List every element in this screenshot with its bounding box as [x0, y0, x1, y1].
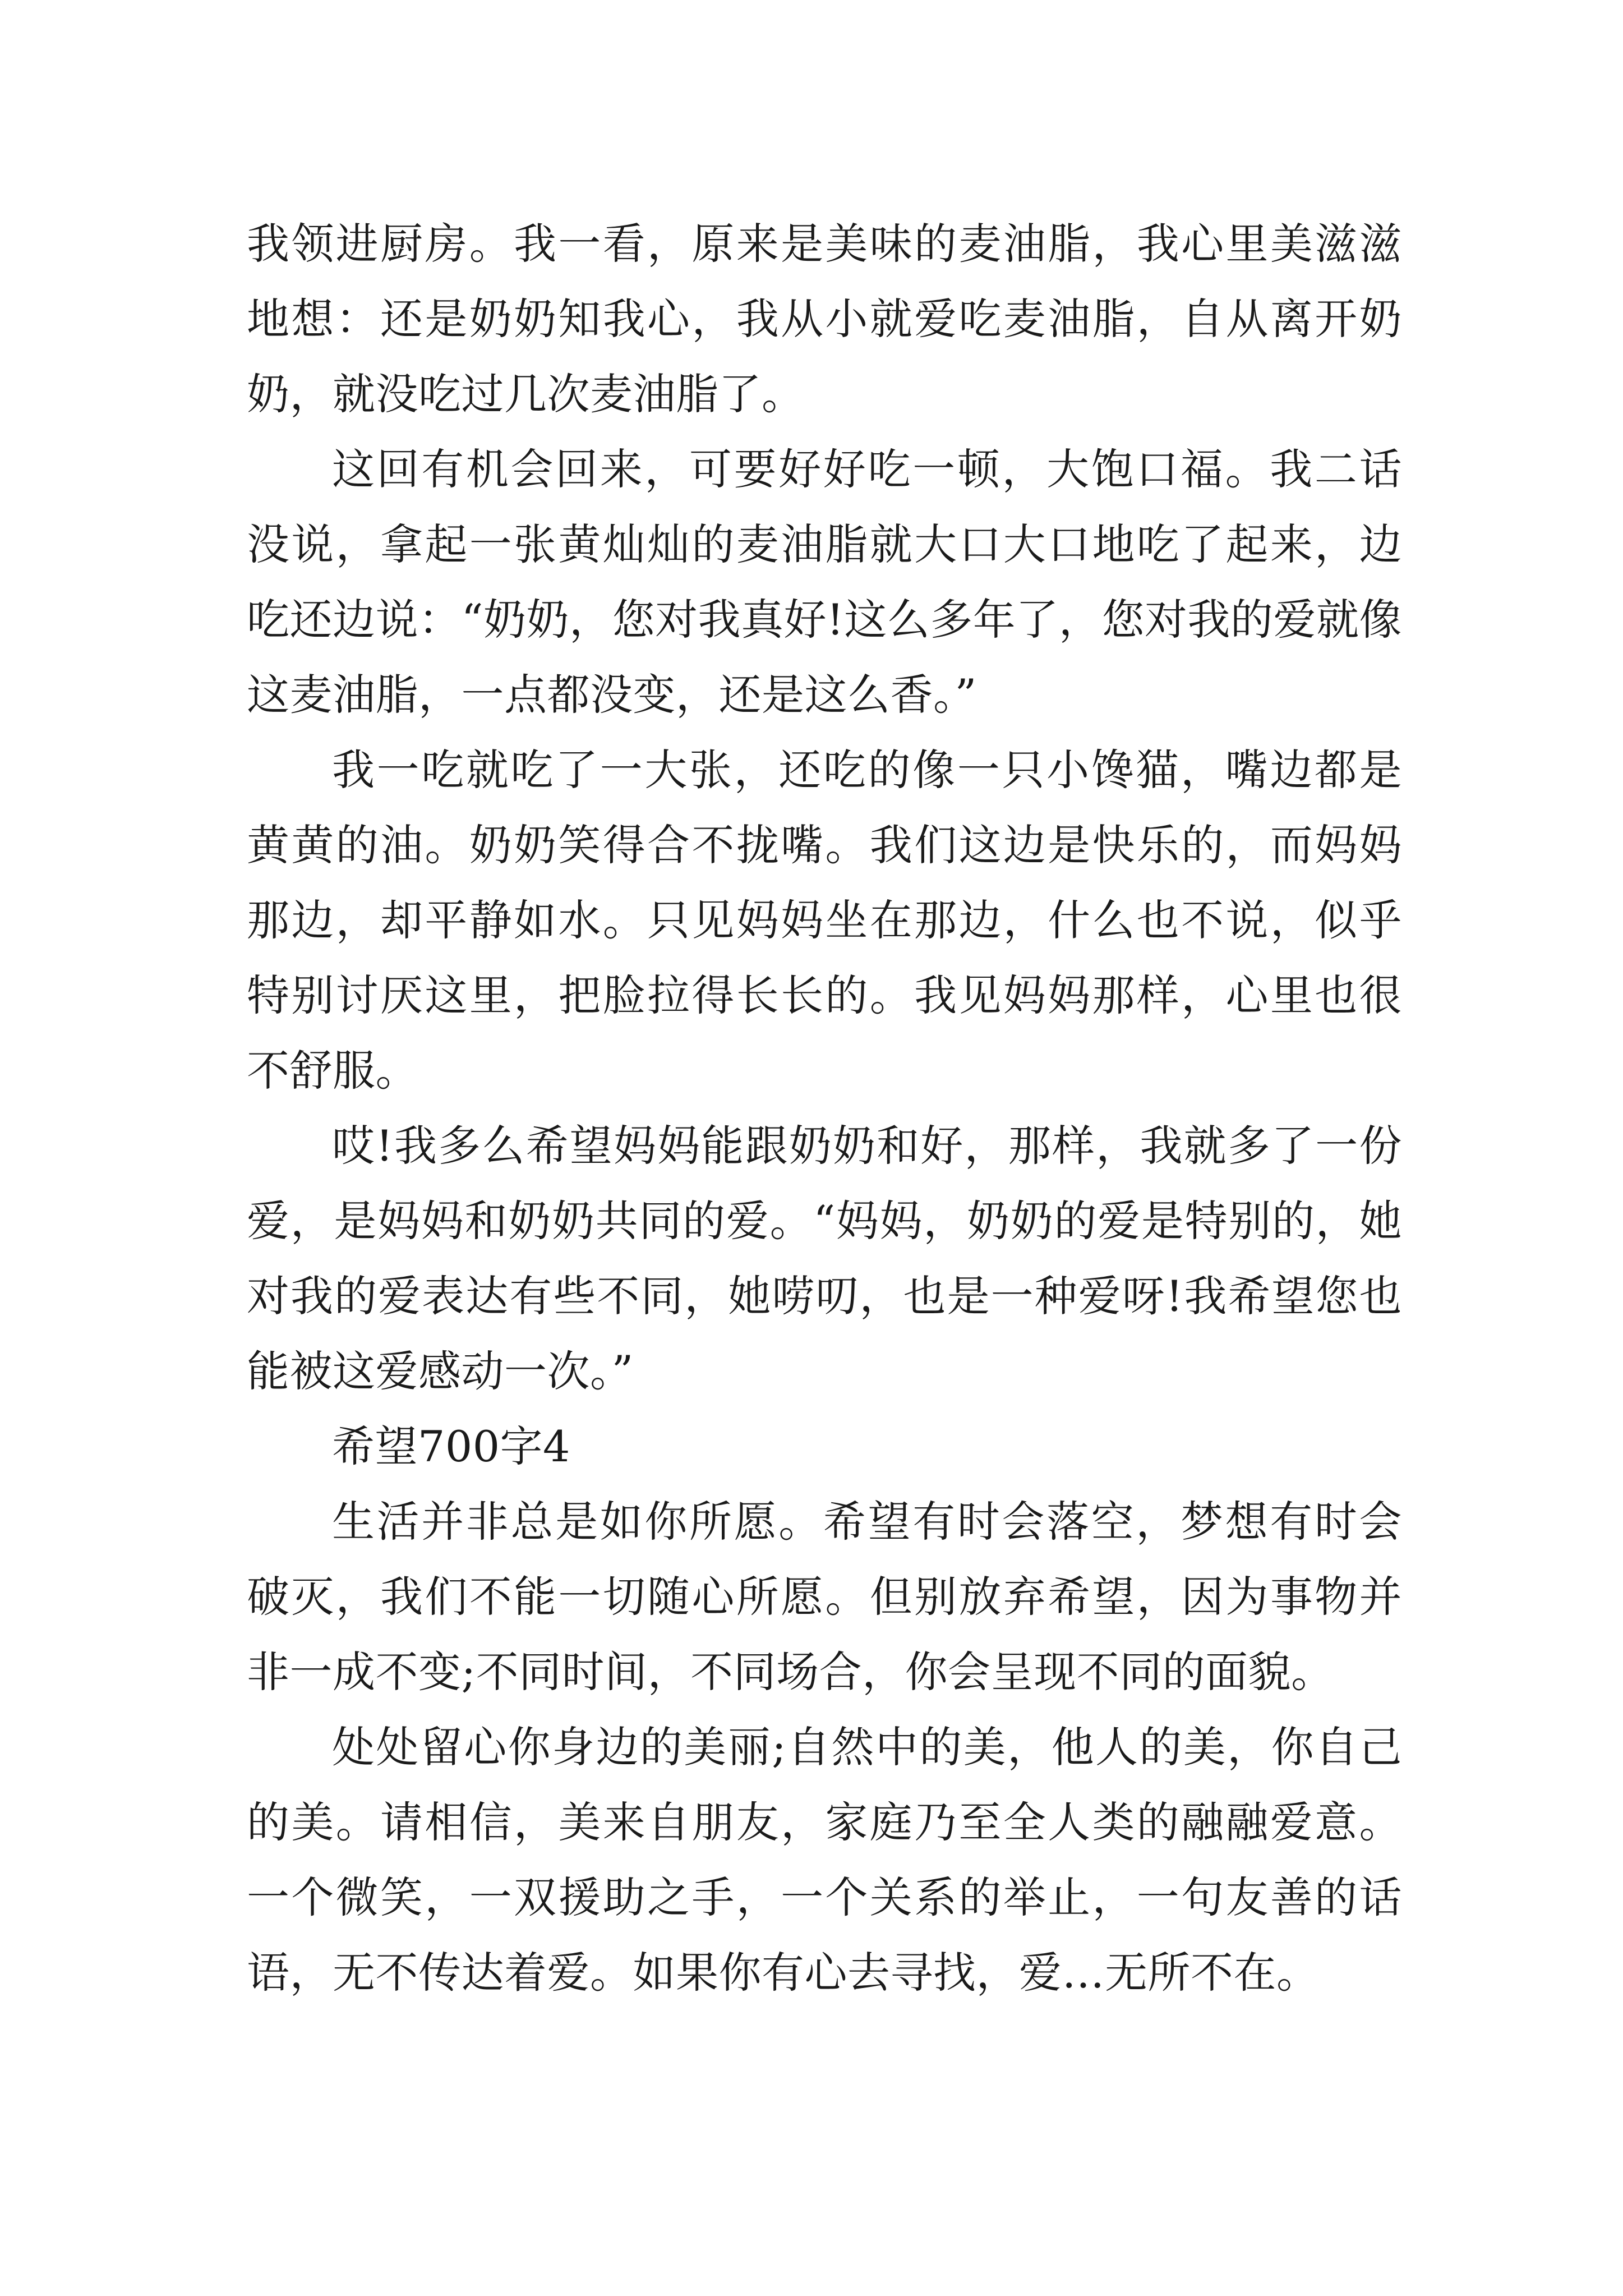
paragraph: 这回有机会回来，可要好好吃一顿，大饱口福。我二话没说，拿起一张黄灿灿的麦油脂就大口大口地吃了起来，边吃还边说：“奶奶，您对我真好!这么多年了，您对我的爱就像这麦油脂，一点都没变，还是这么香。”	[247, 444, 1402, 720]
paragraph: 处处留心你身边的美丽;自然中的美，他人的美，你自己的美。请相信，美来自朋友，家庭乃至全人类的融融爱意。一个微笑，一双援助之手，一个关系的举止，一句友善的话语，无不传达着爱。如果你有心去寻找，爱…无所不在。	[247, 1722, 1402, 1998]
paragraph: 我一吃就吃了一大张，还吃的像一只小馋猫，嘴边都是黄黄的油。奶奶笑得合不拢嘴。我们这边是快乐的，而妈妈那边，却平静如水。只见妈妈坐在那边，什么也不说，似乎特别讨厌这里，把脸拉得长长的。我见妈妈那样，心里也很不舒服。	[247, 745, 1402, 1096]
paragraph: 哎!我多么希望妈妈能跟奶奶和好，那样，我就多了一份爱，是妈妈和奶奶共同的爱。“妈妈，奶奶的爱是特别的，她对我的爱表达有些不同，她唠叨，也是一种爱呀!我希望您也能被这爱感动一次。”	[247, 1121, 1402, 1396]
document-body	[247, 206, 1402, 2010]
paragraph-continued: 我领进厨房。我一看，原来是美味的麦油脂，我心里美滋滋地想：还是奶奶知我心，我从小就爱吃麦油脂，自从离开奶奶，就没吃过几次麦油脂了。	[247, 219, 1402, 419]
section-heading: 希望700字4	[332, 1421, 570, 1471]
paragraph: 生活并非总是如你所愿。希望有时会落空，梦想有时会破灭，我们不能一切随心所愿。但别放弃希望，因为事物并非一成不变;不同时间，不同场合，你会呈现不同的面貌。	[247, 1497, 1402, 1697]
